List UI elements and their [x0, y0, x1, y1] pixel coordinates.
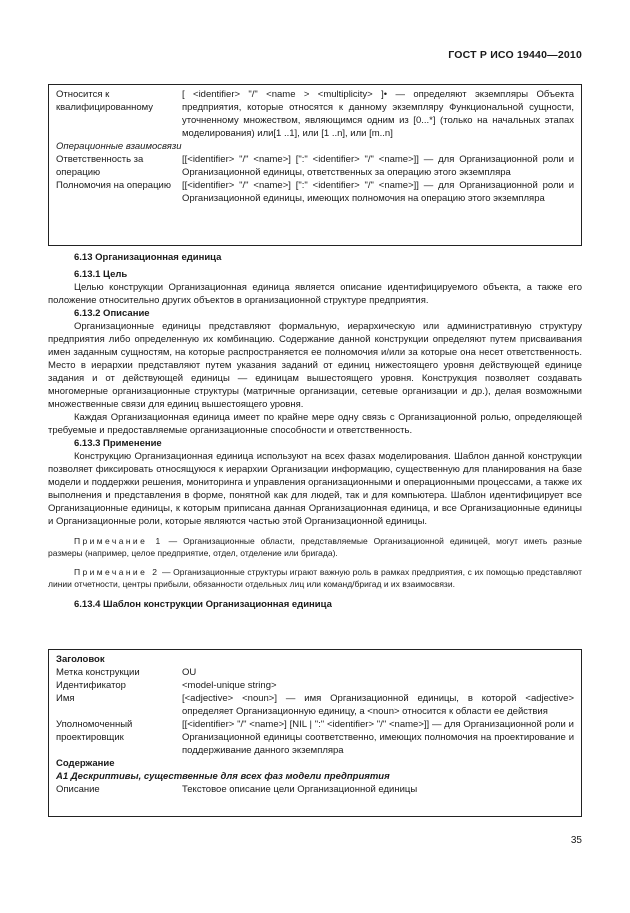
page-number: 35 — [570, 835, 582, 846]
section-heading: 6.13 Организационная единица — [74, 252, 222, 263]
note-text: — Организационные области, представляемые Организационной единицей, могут иметь разные размеры (например, целое предприятие, отдел, отделение или бригада). — [48, 536, 582, 558]
template-heading: Заголовок — [56, 654, 105, 665]
row-label: Метка конструкции — [56, 667, 140, 678]
table-row — [56, 718, 574, 757]
table-section-label: Операционные взаимосвязи — [56, 141, 182, 152]
row-label: Имя — [56, 693, 75, 704]
table-row — [56, 153, 574, 179]
content-heading: Содержание — [56, 758, 115, 769]
standard-header: ГОСТ Р ИСО 19440—2010 — [448, 49, 582, 61]
subsection-heading: 6.13.2 Описание — [74, 308, 150, 319]
row-value: [ <identifier> "/" <name > <multiplicity> ]• — определяют экземпляры Объекта предприятия, которые относятся к данному экземпляру Функциональной сущности, уточненному множеством, являющимся одним из [0...*] (только на начальных этапах моделирования) или[1 ..1], или [1 ..n], или [m..n] — [182, 89, 574, 139]
row-label: Идентификатор — [56, 680, 126, 691]
table-row — [56, 666, 574, 679]
row-value: Текстовое описание цели Организационной единицы — [182, 784, 418, 795]
template-table — [48, 649, 582, 817]
row-label: Ответственность за операцию — [56, 154, 144, 178]
table-row — [56, 783, 574, 796]
paragraph: Конструкцию Организационная единица используют на всех фазах моделирования. Шаблон данной конструкции позволяет фиксировать относящуюся к иерархии Организации информацию, существенную для планирования на базе модели и поддержки решения, мониторинга и управления организационными и операционными процессами, а также их выполнения и представления в форме, понятной как для людей, так и для компьютера. Шаблон идентифицирует все Организационные единицы, к которым приписана данная Организационная единица, и все Организационные единицы и Организационные роли, которые являются частью этой Организационной единицы. — [48, 451, 582, 527]
row-value: [[<identifier> "/" <name>] [":" <identifier> "/" <name>]] — для Организационной роли и Организационной единицы, ответственных за операцию этого экземпляра — [182, 154, 574, 178]
table-row — [56, 179, 574, 205]
row-value: OU — [182, 667, 197, 678]
subsection-heading: 6.13.4 Шаблон конструкции Организационная единица — [74, 599, 332, 610]
row-label: Описание — [56, 784, 100, 795]
paragraph: Каждая Организационная единица имеет по крайне мере одну связь с Организационной ролью, определяющей требуемые и предоставляемые организационные способности и ответственность. — [48, 412, 582, 436]
row-label: Уполномоченный проектировщик — [56, 719, 133, 743]
document-body — [48, 251, 582, 611]
subsection-heading: 6.13.1 Цель — [74, 269, 128, 280]
row-value: [[<identifier> "/" <name>] [":" <identifier> "/" <name>]] — для Организационной роли и Организационной единицы, имеющих полномочия на операцию этого экземпляра — [182, 180, 574, 204]
row-value: [[<identifier> "/" <name>] [NIL | ":" <identifier> "/" <name>]] — для Организационной роли и Организационной единицы соответственно, имеющих полномочия на проектирование и поддерживание данного экземпляра — [182, 719, 574, 756]
subsection-heading: 6.13.3 Применение — [74, 438, 162, 449]
table-row — [56, 692, 574, 718]
row-value: <model-unique string> — [182, 680, 277, 691]
row-label: Полномочия на операцию — [56, 180, 171, 191]
note-text: — Организационные структуры играют важную роль в рамках предприятия, с их помощью представляют линии отчетности, центры прибыли, обязанности отдельных лиц или команд/бригад и их взаимосвязи. — [48, 567, 582, 589]
row-label: Относится к квалифицированному — [56, 89, 154, 113]
note-1 — [48, 535, 582, 559]
note-2 — [48, 566, 582, 590]
paragraph: Целью конструкции Организационная единица является описание идентифицируемого объекта, а также его положение относительно других объектов в организационной структуре предприятия. — [48, 282, 582, 306]
table-row — [56, 679, 574, 692]
content-subheading: А1 Дескриптивы, существенные для всех фаз модели предприятия — [56, 771, 390, 782]
note-label: Примечание 1 — [74, 536, 163, 546]
table-row — [56, 88, 574, 140]
attributes-table-continued — [48, 84, 582, 246]
row-value: [<adjective> <noun>] — имя Организационной единицы, в которой <adjective> определяет Организационную единицу, а <noun> относится к области ее действия — [182, 693, 574, 717]
paragraph: Организационные единицы представляют формальную, иерархическую или административную структуру предприятия либо определенную их комбинацию. Содержание данной конструкции определяют путем присваивания имен заданным сущностям, на которые распространяется ее полномочия и/или за которые она несет ответственность. Место в иерархии представляют путем указания заданий от единиц нижестоящего уровня действующей единице задания и от действующей единицы — единицам вышестоящего уровня. Конструкция позволяет создавать многомерные организационные структуры (матричные организации, сетевые организации и др.), делая возможными множественные связи для единиц вышестоящего уровня. — [48, 321, 582, 410]
note-label: Примечание 2 — [74, 567, 160, 577]
